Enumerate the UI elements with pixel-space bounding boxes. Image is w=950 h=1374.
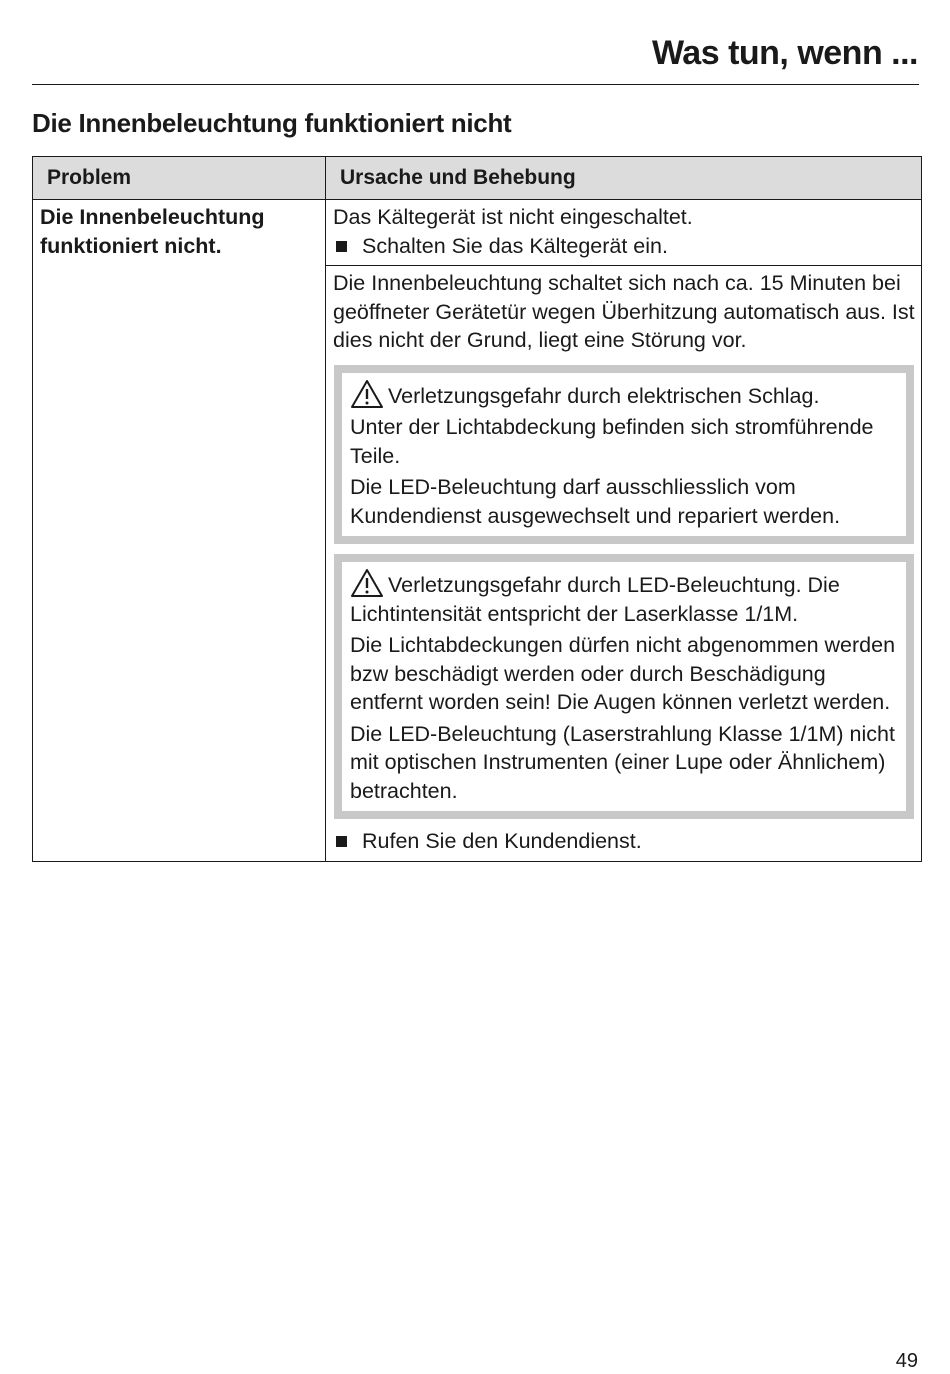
warning-box-electric — [334, 365, 914, 545]
warning-text: Unter der Lichtabdeckung befinden sich stromführende Teile. — [350, 415, 874, 468]
cause-cell-2 — [326, 266, 922, 862]
warning-headline — [350, 379, 898, 411]
cause-text: Das Kältegerät ist nicht eingeschaltet. — [333, 205, 693, 229]
table-row — [33, 200, 922, 266]
warning-headline — [350, 568, 898, 628]
action-text: Rufen Sie den Kundendienst. — [362, 829, 642, 853]
column-header-cause: Ursache und Behebung — [326, 157, 922, 200]
action-item — [333, 827, 915, 856]
column-header-problem: Problem — [33, 157, 326, 200]
bullet-square-icon — [336, 836, 347, 847]
warning-triangle-icon — [350, 568, 384, 598]
troubleshooting-table — [32, 156, 922, 862]
warning-text: Verletzungsgefahr durch LED-Beleuchtung. Die Lichtintensität entspricht der Laserklasse 1/1M. — [350, 573, 840, 626]
warning-text: Die LED-Beleuchtung (Laserstrahlung Klasse 1/1M) nicht mit optischen Instrumenten (einer Lupe oder Ähnlichem) betrachten. — [350, 721, 895, 803]
table-header-row — [33, 157, 922, 200]
page-header-title: Was tun, wenn ... — [651, 34, 918, 72]
section-title: Die Innenbeleuchtung funktioniert nicht — [32, 108, 512, 138]
action-item — [333, 232, 915, 261]
cause-cell-1 — [326, 200, 922, 266]
warning-text: Die Lichtabdeckungen dürfen nicht abgenommen werden bzw beschädigt werden oder durch Beschädigung entfernt worden sein! Die Augen können verletzt werden. — [350, 633, 896, 714]
warning-box-led — [334, 554, 914, 819]
warning-triangle-icon — [350, 379, 384, 409]
warning-text: Die LED-Beleuchtung darf ausschliesslich vom Kundendienst ausgewechselt und repariert werden. — [350, 475, 841, 528]
cause-text: Die Innenbeleuchtung schaltet sich nach ca. 15 Minuten bei geöffneter Gerätetür wegen Überhitzung automatisch aus. Ist dies nicht der Grund, liegt eine Störung vor. — [333, 271, 915, 352]
action-text: Schalten Sie das Kältegerät ein. — [362, 233, 668, 258]
problem-cell: Die Innenbeleuchtung funktioniert nicht. — [33, 200, 326, 862]
warning-text: Verletzungsgefahr durch elektrischen Schlag. — [388, 383, 820, 408]
bullet-square-icon — [336, 241, 347, 252]
page-number: 49 — [895, 1350, 918, 1372]
header-divider — [32, 84, 919, 85]
